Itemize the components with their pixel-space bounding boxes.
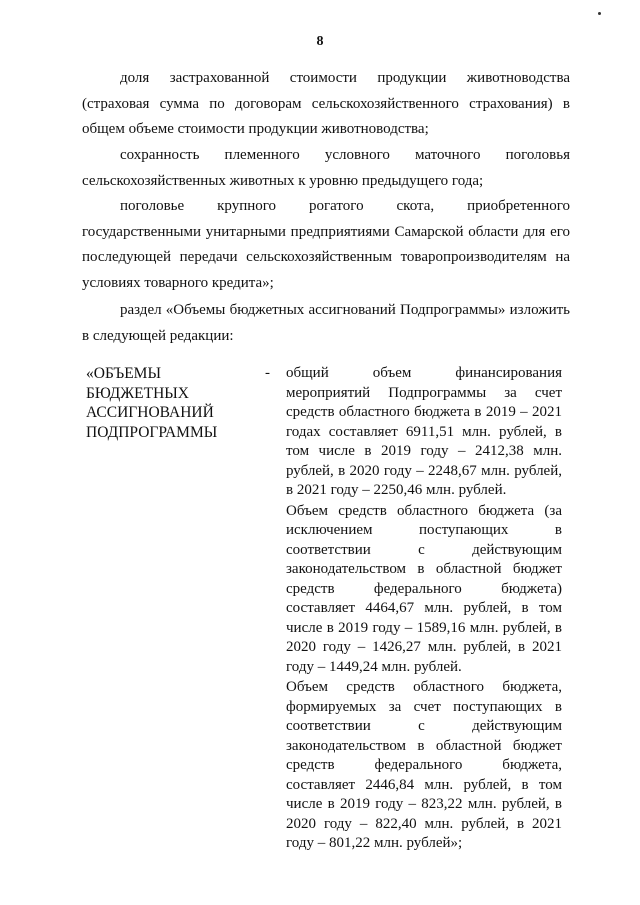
budget-section-content bbox=[286, 364, 562, 854]
budget-regional-paragraph: Объем средств областного бюджета (за исключением поступающих в соответствии с действующим законодательством в областной бюджет средств федерального бюджета) составляет 4464,67 млн. рублей, в том числе в 2019 году – 1589,16 млн. рублей, в 2020 году – 1426,27 млн. рублей, в 2021 году – 1449,24 млн. рублей. bbox=[286, 502, 562, 675]
budget-section-label: «ОБЪЕМЫ БЮДЖЕТНЫХ АССИГНОВАНИЙ ПОДПРОГРАММЫ bbox=[86, 365, 218, 441]
paragraph-breeding-stock: сохранность племенного условного маточного поголовья сельскохозяйственных животных к уровню предыдущего года; bbox=[82, 147, 570, 189]
paragraph-cattle-headcount: поголовье крупного рогатого скота, приобретенного государственными унитарными предприятиями Самарской области для его последующей передачи сельскохозяйственным товаропроизводителям на условиях товарного кредита»; bbox=[82, 198, 570, 291]
table-dash: - bbox=[265, 365, 270, 381]
paragraph-insured-share: доля застрахованной стоимости продукции животноводства (страховая сумма по договорам сельскохозяйственного страхования) в общем объеме стоимости продукции животноводства; bbox=[82, 70, 570, 137]
page-number: 8 bbox=[316, 34, 324, 49]
budget-federal-paragraph: Объем средств областного бюджета, формируемых за счет поступающих в соответствии с действующим законодательством в областной бюджет средств федерального бюджета, составляет 2446,84 млн. рублей, в том числе в 2019 году – 823,22 млн. рублей, в 2020 году – 822,40 млн. рублей, в 2021 году – 801,22 млн. рублей»; bbox=[286, 679, 562, 851]
budget-total-paragraph: общий объем финансирования мероприятий Подпрограммы за счет средств областного бюджета в 2019 – 2021 годах составляет 6911,51 млн. рублей, в том числе в 2019 году – 2412,38 млн. рублей, в 2020 году – 2248,67 млн. рублей, в 2021 году – 2250,46 млн. рублей. bbox=[286, 365, 562, 498]
scan-dot-mark bbox=[598, 12, 601, 15]
paragraph-section-intro: раздел «Объемы бюджетных ассигнований Подпрограммы» изложить в следующей редакции: bbox=[82, 302, 570, 344]
